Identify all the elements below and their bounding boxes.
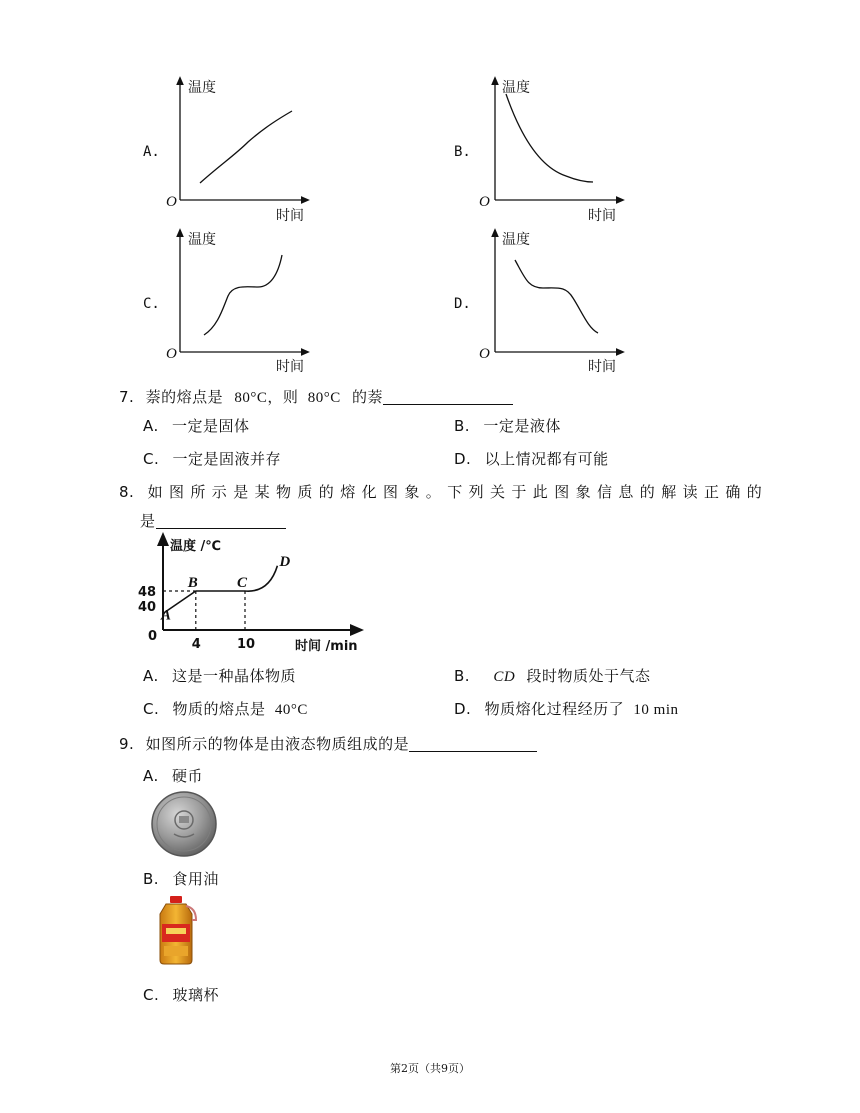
answer-blank[interactable]	[156, 512, 286, 529]
graph-a-y-label: 温度	[188, 80, 216, 96]
question-7-temp2: 80°C	[307, 390, 341, 406]
option-text: 一定是液体	[483, 417, 561, 435]
option-value: 10 min	[633, 702, 679, 718]
graph-b-origin: O	[479, 194, 490, 210]
option-text: 以上情况都有可能	[484, 450, 609, 468]
graph-a	[180, 80, 306, 200]
question-8-stem-line2	[140, 510, 286, 531]
graph-b-x-label: 时间	[588, 208, 616, 224]
option-text: 玻璃杯	[172, 986, 220, 1004]
q8-option-d[interactable]	[454, 698, 679, 719]
option-label: A.	[143, 767, 159, 785]
q8-option-c[interactable]	[143, 698, 308, 719]
option-label: A.	[143, 417, 159, 435]
x-axis-label: 时间 /min	[295, 639, 358, 654]
question-8-line1: 如图所示是某物质的熔化图象。下列关于此图象信息的解读正确的	[147, 483, 769, 501]
option-text: 这是一种晶体物质	[172, 667, 297, 685]
option-text: 一定是固液并存	[172, 450, 282, 468]
point-label-c: C	[237, 575, 248, 591]
answer-blank[interactable]	[409, 735, 537, 752]
q9-option-a[interactable]	[143, 765, 203, 786]
graph-c-x-label: 时间	[276, 359, 304, 375]
graph-b-y-label: 温度	[502, 80, 530, 96]
graph-a-x-label: 时间	[276, 208, 304, 224]
q8-option-a[interactable]	[143, 665, 296, 686]
y-tick-48: 48	[138, 585, 157, 600]
graph-c-origin: O	[166, 346, 177, 362]
question-7-text-before: 萘的熔点是	[145, 388, 224, 406]
graph-d-option-label: D.	[454, 296, 471, 312]
question-number: 8.	[119, 483, 135, 501]
curve-a	[200, 111, 292, 183]
question-7-text-after: 的萘	[352, 388, 384, 406]
q7-option-d[interactable]	[454, 448, 609, 469]
curve-c	[204, 255, 282, 335]
q7-option-a[interactable]	[143, 415, 250, 436]
point-label-a: A	[161, 607, 172, 624]
option-label: C.	[143, 700, 160, 718]
question-8-stem	[119, 481, 768, 502]
question-number: 9.	[119, 735, 135, 753]
melting-chart	[130, 530, 390, 660]
coin-image	[150, 790, 218, 858]
point-label-d: D	[279, 553, 291, 570]
q7-option-b[interactable]	[454, 415, 561, 436]
graph-b	[495, 80, 621, 200]
q7-option-c[interactable]	[143, 448, 281, 469]
question-9-text: 如图所示的物体是由液态物质组成的是	[145, 735, 410, 753]
curve-d	[515, 260, 598, 333]
option-label: B.	[454, 667, 471, 685]
graph-c	[180, 232, 306, 352]
graph-c-option-label: C.	[143, 296, 160, 312]
option-text: 硬币	[172, 767, 204, 785]
option-label: D.	[454, 700, 472, 718]
question-7-temp1: 80°C	[234, 390, 268, 406]
q8-option-b[interactable]	[454, 665, 650, 686]
option-label: B.	[143, 870, 160, 888]
option-label: C.	[143, 450, 160, 468]
graph-d-x-label: 时间	[588, 359, 616, 375]
question-7-text-middle: ，则	[267, 388, 299, 406]
graph-a-origin: O	[166, 194, 177, 210]
graph-d	[495, 232, 621, 352]
option-text: 物质的熔点是	[172, 700, 266, 718]
option-label: D.	[454, 450, 472, 468]
option-value: 40°C	[274, 702, 308, 718]
point-label-b: B	[187, 575, 198, 591]
x-tick-10: 10	[237, 637, 256, 652]
q9-option-b[interactable]	[143, 868, 219, 889]
curve-b	[506, 94, 593, 182]
q9-option-c[interactable]	[143, 984, 219, 1005]
graph-options-figure	[130, 70, 630, 370]
option-math-cd: CD	[493, 669, 516, 685]
answer-blank[interactable]	[383, 388, 513, 405]
question-9-stem	[119, 733, 537, 754]
x-tick-4: 4	[191, 637, 201, 652]
graph-d-y-label: 温度	[502, 232, 530, 248]
question-number: 7.	[119, 388, 135, 406]
graph-b-option-label: B.	[454, 144, 471, 160]
option-text: 段时物质处于气态	[526, 667, 651, 685]
graph-d-origin: O	[479, 346, 490, 362]
graph-a-option-label: A.	[143, 144, 160, 160]
page-footer: 第2页（共9页）	[390, 1062, 470, 1075]
option-text: 物质熔化过程经历了	[484, 700, 625, 718]
oil-bottle-image	[152, 894, 200, 966]
origin-label: 0	[148, 629, 158, 644]
graph-c-y-label: 温度	[188, 232, 216, 248]
y-tick-40: 40	[138, 600, 157, 615]
option-label: C.	[143, 986, 160, 1004]
y-axis-label: 温度 /℃	[170, 539, 222, 554]
option-label: B.	[454, 417, 471, 435]
question-8-line2: 是	[140, 512, 156, 530]
question-7-stem	[119, 386, 513, 407]
option-label: A.	[143, 667, 159, 685]
option-text: 一定是固体	[172, 417, 250, 435]
segment-cd	[245, 566, 277, 591]
option-text: 食用油	[172, 870, 219, 888]
